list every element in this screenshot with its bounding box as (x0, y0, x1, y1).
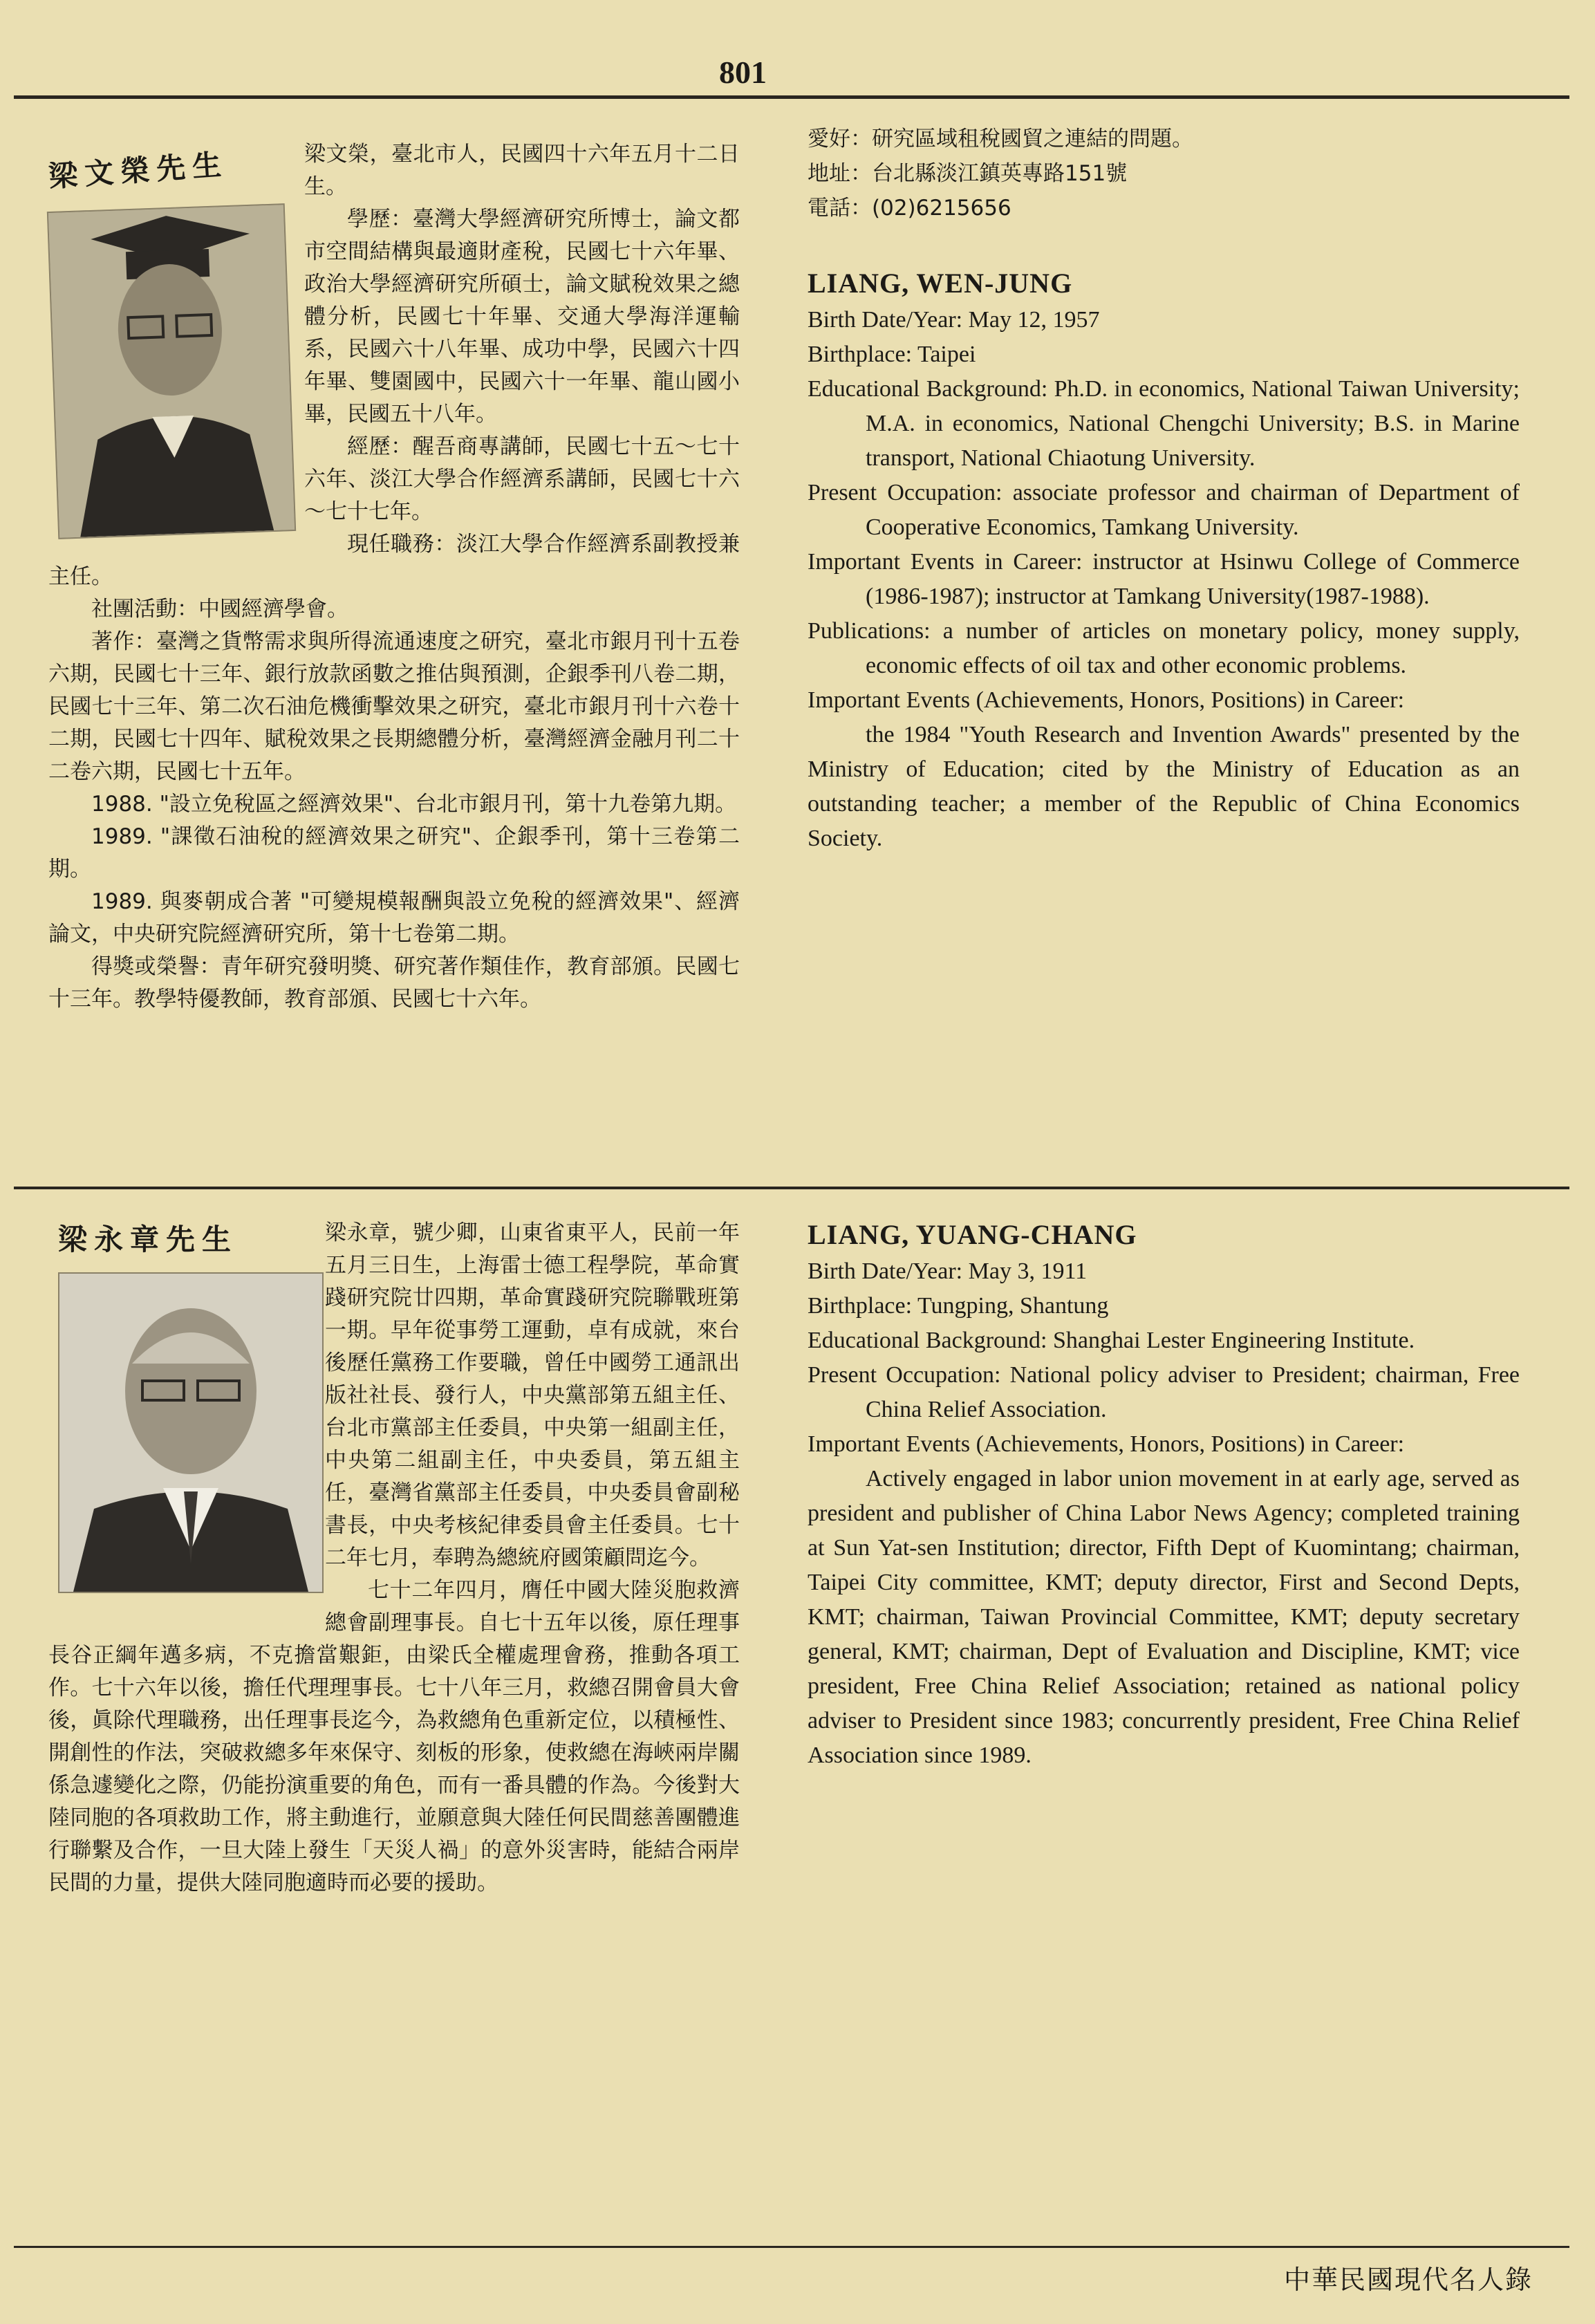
contact-chinese (808, 122, 1520, 225)
hobby: 愛好：研究區域租稅國貿之連結的問題。 (808, 127, 1193, 151)
name-chinese: 梁文榮先生 (47, 147, 230, 194)
name-chinese: 梁永章先生 (58, 1223, 239, 1256)
entry-2-right-column (808, 1216, 1520, 1773)
bio-intro: 梁文榮，臺北市人，民國四十六年五月十二日生。 (304, 142, 740, 199)
achievements-heading: Important Events (Achievements, Honors, Positions) in Career: (808, 1431, 1405, 1457)
bio-work-1988: 1988. "設立免稅區之經濟效果"、台北市銀月刊，第十九卷第九期。 (91, 792, 737, 817)
birth-date: Birth Date/Year: May 3, 1911 (808, 1258, 1088, 1284)
birthplace: Birthplace: Taipei (808, 342, 976, 367)
name-english: LIANG, WEN-JUNG (808, 268, 1073, 299)
bio-awards: 得獎或榮譽：青年研究發明獎、研究著作類佳作，教育部頒。民國七十三年。教學特優教師，教育部頒、民國七十六年。 (48, 954, 740, 1012)
entry-liang-yuang-chang (48, 1217, 754, 2227)
bio-relief-association: 七十二年四月，膺任中國大陸災胞救濟總會副理事長。自七十五年以後，原任理事長谷正綱年邁多病，不克擔當艱鉅，由梁氏全權處理會務，推動各項工作。七十六年以後，擔任代理理事長。七十八年三月，救總召開會員大會後，眞除代理職務，出任理事長迄今，為救總角色重新定位，以積極性、開創性的作法，突破救總多年來保守、刻板的形象，使救總在海峽兩岸關係急遽變化之際，仍能扮演重要的角色，而有一番具體的作為。今後對大陸同胞的各項救助工作，將主動進行，並願意與大陸任何民間慈善團體進行聯繫及合作，一旦大陸上發生「天災人禍」的意外災害時，能結合兩岸民間的力量，提供大陸同胞適時而必要的援助。 (48, 1578, 740, 1895)
bio-works: 著作：臺灣之貨幣需求與所得流通速度之研究，臺北市銀月刊十五卷六期，民國七十三年、銀行放款函數之推估與預測，企銀季刊八卷二期，民國七十三年、第二次石油危機衝擊效果之研究，臺北市銀月刊十六卷十二期，民國七十四年、賦稅效果之長期總體分析，臺灣經濟金融月刊二十二卷六期，民國七十五年。 (48, 629, 740, 784)
bio-current-position: 現任職務：淡江大學合作經濟系副教授兼主任。 (48, 532, 740, 589)
graduate-portrait-icon (48, 205, 295, 538)
publications: Publications: a number of articles on monetary policy, money supply, economic effects of oil tax and other economic problems. (808, 618, 1520, 678)
address: 地址：台北縣淡江鎮英專路151號 (808, 161, 1128, 186)
bio-experience: 經歷：醒吾商專講師，民國七十五～七十六年、淡江大學合作經濟系講師，民國七十六～七十七年。 (304, 434, 740, 524)
page-number: 801 (719, 55, 767, 90)
career-events: Important Events in Career: instructor at Hsinwu College of Commerce (1986-1987); instructor at Tamkang University(1987-1988). (808, 549, 1520, 609)
bottom-rule (14, 2246, 1569, 2248)
book-title-footer: 中華民國現代名人錄 (1283, 2265, 1533, 2295)
entry-1-right-column (808, 122, 1520, 856)
elderly-man-portrait-icon (59, 1274, 322, 1592)
top-rule (14, 95, 1569, 99)
phone: 電話：(02)6215656 (808, 196, 1011, 221)
education: Educational Background: Ph.D. in economics, National Taiwan University; M.A. in economics, National Chengchi University; B.S. in Marine transport, National Chiaotung University. (808, 376, 1520, 471)
portrait-photo (47, 203, 296, 539)
name-english: LIANG, YUANG-CHANG (808, 1219, 1137, 1250)
section-divider (14, 1187, 1569, 1189)
achievements: Actively engaged in labor union movement in at early age, served as president and publisher of China Labor News Agency; completed training at Sun Yat-sen Institution; director, Fifth Dept of Kuomintang; chairman, Taipei City committee, KMT; deputy director, First and Second Depts, KMT; chairman, Taiwan Provincial Committee, KMT; deputy secretary general, KMT; chairman, Dept of Evaluation and Discipline, KMT; vice president, Free China Relief Association; retained as national policy adviser to President since 1983; concurrently president, Free China Relief Association since 1989. (808, 1466, 1520, 1768)
birth-date: Birth Date/Year: May 12, 1957 (808, 307, 1100, 333)
achievements: the 1984 "Youth Research and Invention Awards" presented by the Ministry of Education; cited by the Ministry of Education as an outstanding teacher; a member of the Republic of China Economics Society. (808, 722, 1520, 851)
occupation: Present Occupation: National policy adviser to President; chairman, Free China Relief Association. (808, 1362, 1520, 1422)
bio-education: 學歷：臺灣大學經濟研究所博士，論文都市空間結構與最適財產稅，民國七十六年畢、政治大學經濟研究所碩士，論文賦稅效果之總體分析，民國七十年畢、交通大學海洋運輸系，民國六十八年畢、成功中學，民國六十四年畢、雙園國中，民國六十一年畢、龍山國小畢，民國五十八年。 (304, 207, 740, 427)
bio-work-1989b: 1989. 與麥朝成合著 "可變規模報酬與設立免稅的經濟效果"、經濟論文，中央研究院經濟研究所，第十七卷第二期。 (48, 889, 740, 947)
entry-liang-wen-jung (48, 138, 754, 1175)
achievements-heading: Important Events (Achievements, Honors, Positions) in Career: (808, 687, 1405, 713)
bio-intro: 梁永章，號少卿，山東省東平人，民前一年五月三日生，上海雷士德工程學院，革命實踐研究院廿四期，革命實踐研究院聯戰班第一期。早年從事勞工運動，卓有成就，來台後歷任黨務工作要職，曾任中國勞工通訊出版社社長、發行人，中央黨部第五組主任、台北市黨部主任委員，中央第一組副主任，中央第二組副主任，中央委員，第五組主任，臺灣省黨部主任委員，中央委員會副秘書長，中央考核紀律委員會主任委員。七十二年七月，奉聘為總統府國策顧問迄今。 (325, 1220, 740, 1570)
bio-societies: 社團活動：中國經濟學會。 (91, 597, 348, 622)
bio-work-1989a: 1989. "課徵石油稅的經濟效果之研究"、企銀季刊，第十三卷第二期。 (48, 824, 740, 882)
birthplace: Birthplace: Tungping, Shantung (808, 1293, 1109, 1319)
education: Educational Background: Shanghai Lester Engineering Institute. (808, 1328, 1415, 1353)
occupation: Present Occupation: associate professor and chairman of Department of Cooperative Economics, Tamkang University. (808, 480, 1520, 540)
portrait-photo (58, 1272, 324, 1593)
